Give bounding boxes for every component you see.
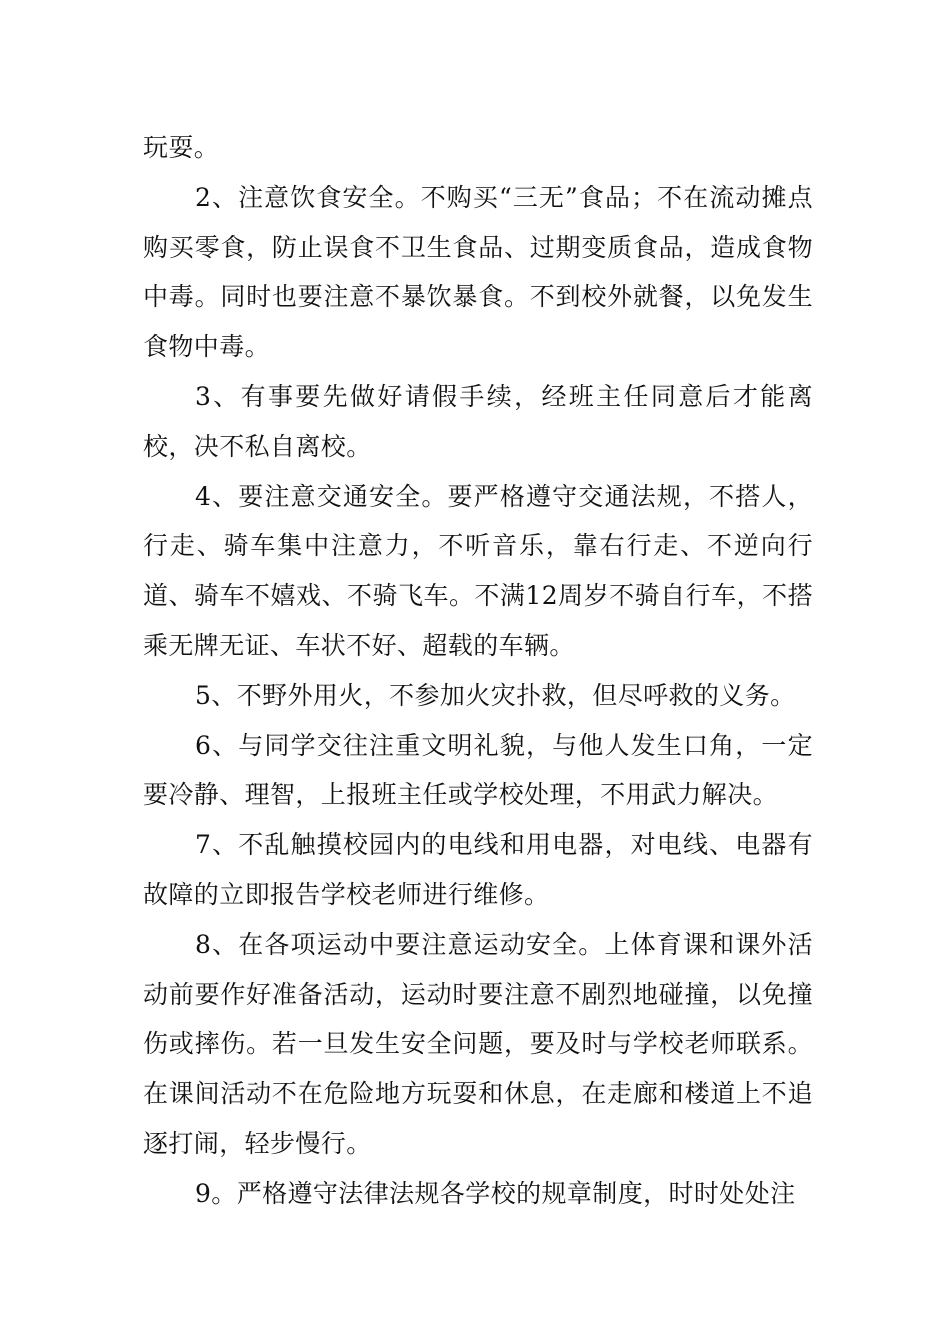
paragraph-classmate-conduct: 6、与同学交往注重文明礼貌，与他人发生口角，一定要冷静、理智，上报班主任或学校处理，不用武力解决。 xyxy=(143,730,813,810)
paragraph-traffic-safety: 4、要注意交通安全。要严格遵守交通法规，不搭人，行走、骑车集中注意力，不听音乐，靠右行走、不逆向行道、骑车不嬉戏、不骑飞车。不满12周岁不骑自行车，不搭乘无牌无证、车状不好、超载的车辆。 xyxy=(143,481,813,660)
document-body xyxy=(143,123,813,1219)
paragraph-continuation: 玩耍。 xyxy=(143,133,220,162)
paragraph-food-safety: 2、注意饮食安全。不购买“三无”食品；不在流动摊点购买零食，防止误食不卫生食品、过期变质食品，造成食物中毒。同时也要注意不暴饮暴食。不到校外就餐，以免发生食物中毒。 xyxy=(143,182,813,362)
paragraph-leave-procedure: 3、有事要先做好请假手续，经班主任同意后才能离校，决不私自离校。 xyxy=(143,381,813,461)
paragraph-fire-safety: 5、不野外用火，不参加火灾扑救，但尽呼救的义务。 xyxy=(195,680,796,710)
paragraph-electrical-safety: 7、不乱触摸校园内的电线和用电器，对电线、电器有故障的立即报告学校老师进行维修。 xyxy=(143,830,813,909)
paragraph-rules-compliance: 9。严格遵守法律法规各学校的规章制度，时时处处注 xyxy=(195,1178,796,1208)
paragraph-sports-safety: 8、在各项运动中要注意运动安全。上体育课和课外活动前要作好准备活动，运动时要注意不剧烈地碰撞，以免撞伤或摔伤。若一旦发生安全问题，要及时与学校老师联系。在课间活动不在危险地方玩耍和休息，在走廊和楼道上不追逐打闹，轻步慢行。 xyxy=(143,929,813,1158)
